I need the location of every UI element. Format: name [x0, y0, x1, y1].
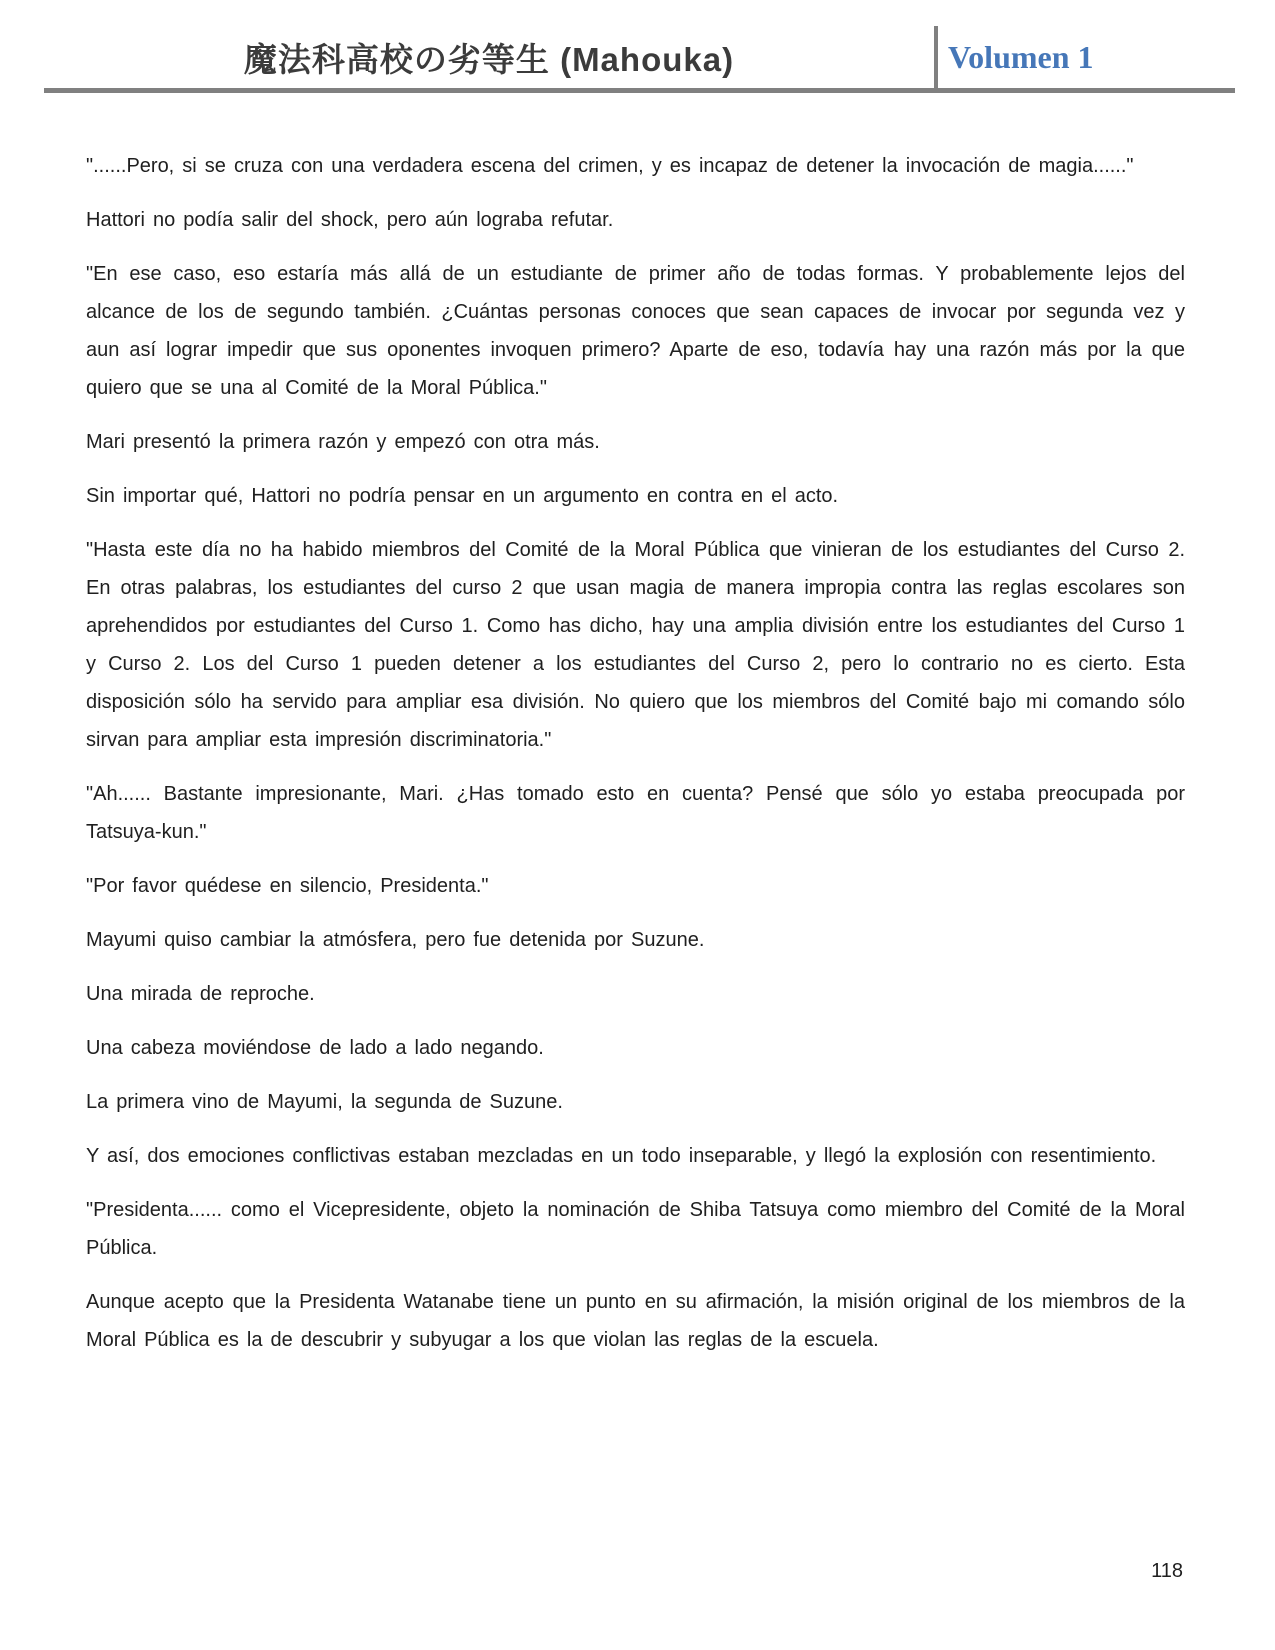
- paragraph: "Por favor quédese en silencio, Presidenta.": [86, 875, 489, 897]
- paragraph: La primera vino de Mayumi, la segunda de Suzune.: [86, 1091, 563, 1113]
- volume-label: Volumen 1: [948, 38, 1094, 75]
- paragraph: Mari presentó la primera razón y empezó con otra más.: [86, 431, 600, 453]
- paragraph: "Presidenta...... como el Vicepresidente, objeto la nominación de Shiba Tatsuya como miembro del Comité de la Moral Pública.: [86, 1199, 1185, 1259]
- paragraph: Aunque acepto que la Presidenta Watanabe tiene un punto en su afirmación, la misión original de los miembros de la Moral Pública es la de descubrir y subyugar a los que violan las reglas de la escuela.: [86, 1291, 1185, 1351]
- paragraph: "......Pero, si se cruza con una verdadera escena del crimen, y es incapaz de detener la invocación de magia......": [86, 155, 1134, 177]
- page-number: 118: [1151, 1560, 1183, 1582]
- header-rule: [44, 88, 1235, 93]
- paragraph: Una cabeza moviéndose de lado a lado negando.: [86, 1037, 544, 1059]
- header-row: [44, 26, 1183, 88]
- paragraph: "Hasta este día no ha habido miembros del Comité de la Moral Pública que vinieran de los estudiantes del Curso 2. En otras palabras, los estudiantes del curso 2 que usan magia de manera impropia contra las reglas escolares son aprehendidos por estudiantes del Curso 1. Como has dicho, hay una amplia división entre los estudiantes del Curso 1 y Curso 2. Los del Curso 1 pueden detener a los estudiantes del Curso 2, pero lo contrario no es cierto. Esta disposición sólo ha servido para ampliar esa división. No quiero que los miembros del Comité bajo mi comando sólo sirvan para ampliar esta impresión discriminatoria.": [86, 539, 1185, 751]
- page-header: [0, 26, 1275, 93]
- paragraph: Hattori no podía salir del shock, pero aún lograba refutar.: [86, 209, 614, 231]
- paragraph: "Ah...... Bastante impresionante, Mari. ¿Has tomado esto en cuenta? Pensé que sólo yo estaba preocupada por Tatsuya-kun.": [86, 783, 1185, 843]
- paragraph: Y así, dos emociones conflictivas estaban mezcladas en un todo inseparable, y llegó la explosión con resentimiento.: [86, 1145, 1157, 1167]
- paragraph: Mayumi quiso cambiar la atmósfera, pero fue detenida por Suzune.: [86, 929, 705, 951]
- page-body: [86, 147, 1185, 1359]
- paragraph: Sin importar qué, Hattori no podría pensar en un argumento en contra en el acto.: [86, 485, 839, 507]
- paragraph: "En ese caso, eso estaría más allá de un estudiante de primer año de todas formas. Y probablemente lejos del alcance de los de segundo también. ¿Cuántas personas conoces que sean capaces de invocar por segunda vez y aun así lograr impedir que sus oponentes invoquen primero? Aparte de eso, todavía hay una razón más por la que quiero que se una al Comité de la Moral Pública.": [86, 263, 1185, 399]
- paragraph: Una mirada de reproche.: [86, 983, 315, 1005]
- document-title: 魔法科高校の劣等生 (Mahouka): [243, 40, 735, 78]
